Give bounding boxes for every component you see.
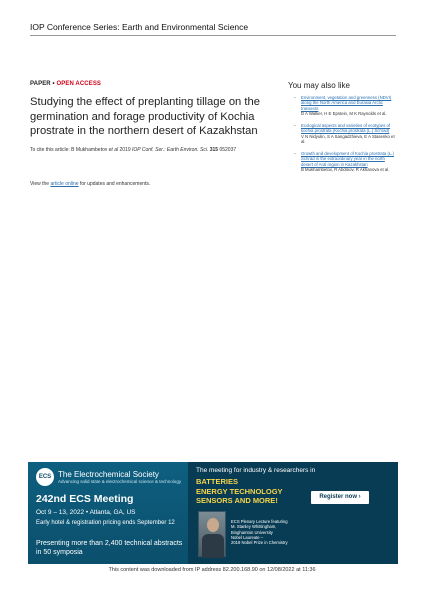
paper-tag: [30, 81, 101, 87]
cite-year: 2019: [118, 147, 133, 153]
ad-tagline: The meeting for industry & researchers in: [196, 467, 316, 474]
cite-etal: et al: [108, 147, 119, 153]
ad-topics: [196, 477, 283, 506]
related-item: [289, 123, 397, 145]
speaker-body: [202, 534, 224, 558]
related-item-link[interactable]: - Environment, vegetation and greenness (NDVI) along the North America and Eurasia Arctic transects: [301, 95, 392, 111]
cite-article-number: 052037: [219, 147, 237, 153]
ecs-ad-banner[interactable]: [28, 462, 398, 564]
society-name: The Electrochemical Society: [58, 470, 159, 479]
abstracts-note: Presenting more than 2,400 technical abstracts in 50 symposia: [36, 540, 183, 556]
related-heading: You may also like: [288, 81, 350, 90]
article-online-link[interactable]: article online: [50, 181, 79, 187]
view-online-line: [30, 181, 150, 187]
lecture-line: Binghamton University: [231, 529, 273, 535]
header-divider: [30, 35, 396, 36]
related-item-link[interactable]: - Ecological aspects and varieties of ecotypes of kochia prostrata (Kochia prostrata (L.) Schrad): [301, 122, 391, 134]
meeting-dates: Oct 9 – 13, 2022 • Atlanta, GA, US: [36, 509, 136, 516]
download-footer: This content was downloaded from IP address 82.200.168.90 on 12/08/2022 at 11:36: [108, 567, 316, 573]
tag-separator: •: [50, 81, 57, 87]
plenary-lecture-info: [231, 519, 341, 545]
lecture-line: Nobel Laureate –: [231, 534, 264, 540]
ad-right-panel: [188, 462, 398, 564]
ad-left-panel: [28, 462, 188, 564]
ecs-logo-icon: ECS: [36, 468, 54, 486]
speaker-photo: [198, 511, 226, 557]
chevron-right-icon: ›: [358, 494, 361, 500]
view-suffix: for updates and enhancements.: [78, 181, 151, 187]
article-title: Studying the effect of preplanting tillage on the germination and forage productivity of Kochia prostrate in the northern desert of Kazakhstan: [30, 96, 260, 137]
related-item-link[interactable]: - Growth and development of Kochia prostrata (L.) Schrad in the extraordinary year in the north desert of Aral region in Kazakhstan: [301, 150, 394, 167]
topic-batteries: BATTERIES: [196, 477, 238, 486]
society-subtitle: Advancing solid state & electrochemical science & technology: [58, 479, 182, 484]
lecture-line: 2019 Nobel Prize in Chemistry: [231, 540, 288, 546]
related-item-authors: D A Walker, H E Epstein, M K Raynolds et al.: [301, 111, 387, 117]
related-item-authors: V N Nidyulin, S A Sangadzhieva, E A Stasenko et al.: [301, 133, 395, 145]
meeting-title: 242nd ECS Meeting: [36, 493, 134, 505]
paper-label: PAPER: [30, 81, 51, 87]
topic-energy: ENERGY TECHNOLOGY: [196, 486, 283, 496]
register-label: Register now: [319, 494, 357, 500]
cite-volume: 315: [208, 147, 220, 153]
open-access-label: OPEN ACCESS: [56, 81, 102, 87]
journal-name: IOP Conference Series: Earth and Environmental Science: [30, 22, 249, 32]
cite-journal: IOP Conf. Ser.: Earth Environ. Sci.: [132, 147, 209, 153]
view-prefix: View the: [30, 181, 51, 187]
related-item-authors: B Mukhambetov, R Abdinov, R Akhanova et al.: [301, 167, 390, 173]
lecture-line: ECS Plenary Lecture featuring: [231, 519, 288, 524]
related-item: [289, 95, 397, 117]
citation-line: [30, 147, 280, 153]
topic-sensors: SENSORS AND MORE!: [196, 496, 278, 505]
early-registration-note: Early hotel & registration pricing ends September 12: [36, 520, 175, 526]
speaker-head: [207, 518, 219, 532]
related-item: [289, 151, 397, 173]
lecture-line: M. Stanley Whittingham,: [231, 524, 277, 530]
related-articles-list: [289, 95, 397, 179]
register-now-button[interactable]: [311, 491, 369, 504]
cite-prefix: To cite this article: B Mukhambetov: [30, 147, 109, 153]
